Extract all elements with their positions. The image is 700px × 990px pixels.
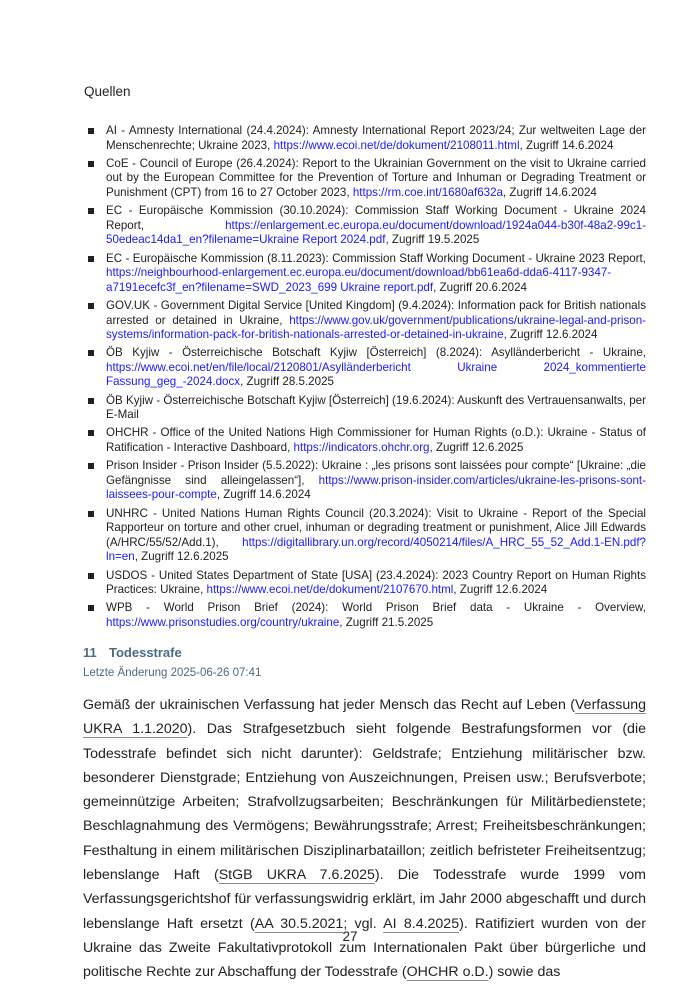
bullet-icon: [88, 208, 94, 214]
text: Prison Insider - Prison Insider (5.5.2022): Ukraine : „les prisons sont laissées pour compte“ [Ukraine: „die Gefängnisse sind alleingelassen“],: [106, 459, 646, 487]
text: Gemäß der ukrainischen Verfassung hat jeder Mensch das Recht auf Leben (: [83, 697, 575, 713]
bullet-icon: [88, 303, 94, 309]
text: CoE - Council of Europe (26.4.2024): Report to the Ukrainian Government on the visit to Ukraine carried out by the European Committee for the Prevention of Torture and Inhuman or Degrading Treatment or Punishment (CPT) from 16 to 27 October 2023,: [106, 156, 646, 199]
text: UNHRC - United Nations Human Rights Council (20.3.2024): Visit to Ukraine - Report of the Special Rapporteur on torture and other cruel, inhuman or degrading treatment or punishment, Alice Jill Edwards (A/HRC/55/52/Add.1),: [106, 506, 646, 549]
text: GOV.UK - Government Digital Service [United Kingdom] (9.4.2024): Information pack for British nationals arrested or detained in Ukraine,: [106, 298, 646, 327]
source-link[interactable]: https://www.prison-insider.com/articles/ukraine-les-prisons-sont-laissees-pour-compte: [106, 473, 646, 502]
source-link[interactable]: https://digitallibrary.un.org/record/4050214/files/A_HRC_55_52_Add.1-EN.pdf?ln=en: [106, 535, 646, 564]
text: , Zugriff 28.5.2025: [240, 375, 334, 389]
page-number: 27: [342, 929, 358, 944]
bullet-icon: [88, 430, 94, 436]
text: ; vgl.: [343, 915, 384, 932]
source-link[interactable]: https://indicators.ohchr.org: [293, 441, 430, 455]
text: , Zugriff 12.6.2025: [134, 550, 229, 564]
bullet-icon: [88, 605, 94, 611]
citation-link[interactable]: Verfassung UKRA 1.1.2020: [83, 697, 646, 738]
text: WPB - World Prison Brief (2024): World Prison Brief data - Ukraine - Overview,: [106, 601, 646, 615]
bullet-icon: [88, 128, 94, 134]
source-item: [88, 426, 646, 455]
source-item: [88, 569, 646, 598]
source-item: [88, 252, 646, 296]
bullet-icon: [88, 161, 94, 167]
bullet-icon: [88, 398, 94, 404]
text: EC - Europäische Kommission (8.11.2023): Commission Staff Working Document - Ukraine 2023 Report,: [106, 251, 646, 265]
text: ). Ratifiziert wurden von der Ukraine das Zweite Fakultativprotokoll zum Internationalen Pakt über bürgerliche und politische Rechte zur Abschaffung der Todesstrafe (: [83, 915, 646, 981]
source-item: [88, 299, 646, 343]
source-link[interactable]: https://enlargement.ec.europa.eu/document/download/1924a044-b30f-48a2-99c1-50edeac14da1_en?filename=Ukraine Report 2024.pdf: [106, 218, 646, 247]
text: , Zugriff 14.6.2024: [519, 138, 614, 152]
text: OHCHR - Office of the United Nations High Commissioner for Human Rights (o.D.): Ukraine - Status of Ratification - Interactive Dashboard,: [106, 426, 646, 455]
source-link[interactable]: https://www.ecoi.net/en/file/local/2120801/Asylländerbericht Ukraine 2024_kommentierte Fassung_geg_-2024.docx: [106, 360, 646, 389]
source-link[interactable]: https://neighbourhood-enlargement.ec.europa.eu/document/download/bb61ea6d-dda6-4117-9347-a7191ecefc3f_en?filename=SWD_2023_699 Ukraine report.pdf: [106, 266, 612, 294]
text: , Zugriff 20.6.2024: [433, 280, 527, 294]
text: AI - Amnesty International (24.4.2024): Amnesty International Report 2023/24; Zur weltweiten Lage der Menschenrechte; Ukraine 2023,: [106, 124, 646, 152]
bullet-icon: [88, 350, 94, 356]
bullet-icon: [88, 573, 94, 579]
source-item: [88, 459, 646, 503]
citation-link[interactable]: AI 8.4.2025: [383, 915, 460, 932]
text: , Zugriff 14.6.2024: [502, 185, 597, 199]
text: ÖB Kyjiw - Österreichische Botschaft Kyjiw [Österreich] (8.2024): Asylländerbericht - Ukraine,: [106, 346, 646, 360]
text: ). Das Strafgesetzbuch sieht folgende Bestrafungsformen vor (die Todesstrafe befindet sich nicht darunter): Geldstrafe; Entziehung militärischer bzw. besonderer Dienstgrade; Entziehung von Auszeichnungen, Preisen usw.; Berufsverbote; gemeinnützige Arbeiten; Strafvollzugsarbeiten; Beschränkungen für Militärbedienstete; Beschlagnahmung des Vermögens; Bewährungsstrafe; Arrest; Freiheitsbeschränkungen; Festhaltung in einem militärischen Disziplinarbataillon; zeitlich befristeter Freiheitsentzug; lebenslange Haft (: [83, 721, 646, 884]
sources-heading: Quellen: [84, 84, 131, 99]
source-link[interactable]: https://www.ecoi.net/de/dokument/2107670.html: [206, 583, 454, 597]
source-item: [88, 507, 646, 565]
section-heading: [83, 645, 182, 660]
citation-link[interactable]: StGB UKRA 7.6.2025: [218, 867, 375, 884]
bullet-icon: [88, 463, 94, 469]
source-link[interactable]: https://www.prisonstudies.org/country/ukraine: [106, 615, 340, 629]
text: , Zugriff 21.5.2025: [339, 615, 434, 629]
source-link[interactable]: https://rm.coe.int/1680af632a: [352, 185, 503, 199]
section-number: 11: [83, 645, 97, 660]
source-item: [88, 204, 646, 248]
text: , Zugriff 12.6.2024: [453, 583, 548, 597]
text: , Zugriff 19.5.2025: [385, 233, 480, 247]
sources-list: [88, 124, 646, 634]
text: EC - Europäische Kommission (30.10.2024): Commission Staff Working Document - Ukraine 2024 Report,: [106, 204, 646, 232]
citation-link[interactable]: AA 30.5.2021: [254, 915, 344, 932]
source-link[interactable]: https://www.gov.uk/government/publications/ukraine-legal-and-prison-systems/information-pack-for-british-nationals-arrested-or-detained-in-ukraine: [106, 313, 646, 342]
text: , Zugriff 14.6.2024: [216, 488, 311, 502]
text: USDOS - United States Department of State [USA] (23.4.2024): 2023 Country Report on Human Rights Practices: Ukraine,: [106, 568, 646, 597]
source-item: [88, 157, 646, 201]
bullet-icon: [88, 256, 94, 262]
source-item: [88, 124, 646, 153]
text: ) sowie das: [488, 964, 561, 981]
citation-link[interactable]: OHCHR o.D.: [406, 964, 489, 981]
last-changed: Letzte Änderung 2025-06-26 07:41: [83, 667, 262, 679]
bullet-icon: [88, 511, 94, 517]
text: , Zugriff 12.6.2024: [503, 328, 598, 342]
source-item: [88, 394, 646, 423]
source-item: [88, 601, 646, 630]
source-link[interactable]: https://www.ecoi.net/de/dokument/2108011.html: [273, 138, 520, 152]
text: , Zugriff 12.6.2025: [429, 441, 524, 455]
text: ). Die Todesstrafe wurde 1999 vom Verfassungsgerichtshof für verfassungswidrig erklärt, im Jahr 2000 abgeschafft und durch lebenslange Haft ersetzt (: [83, 867, 646, 932]
source-item: [88, 346, 646, 390]
text: ÖB Kyjiw - Österreichische Botschaft Kyjiw [Österreich] (19.6.2024): Auskunft des Vertrauensanwalts, per E-Mail: [106, 393, 646, 422]
section-title: Todesstrafe: [109, 645, 182, 660]
